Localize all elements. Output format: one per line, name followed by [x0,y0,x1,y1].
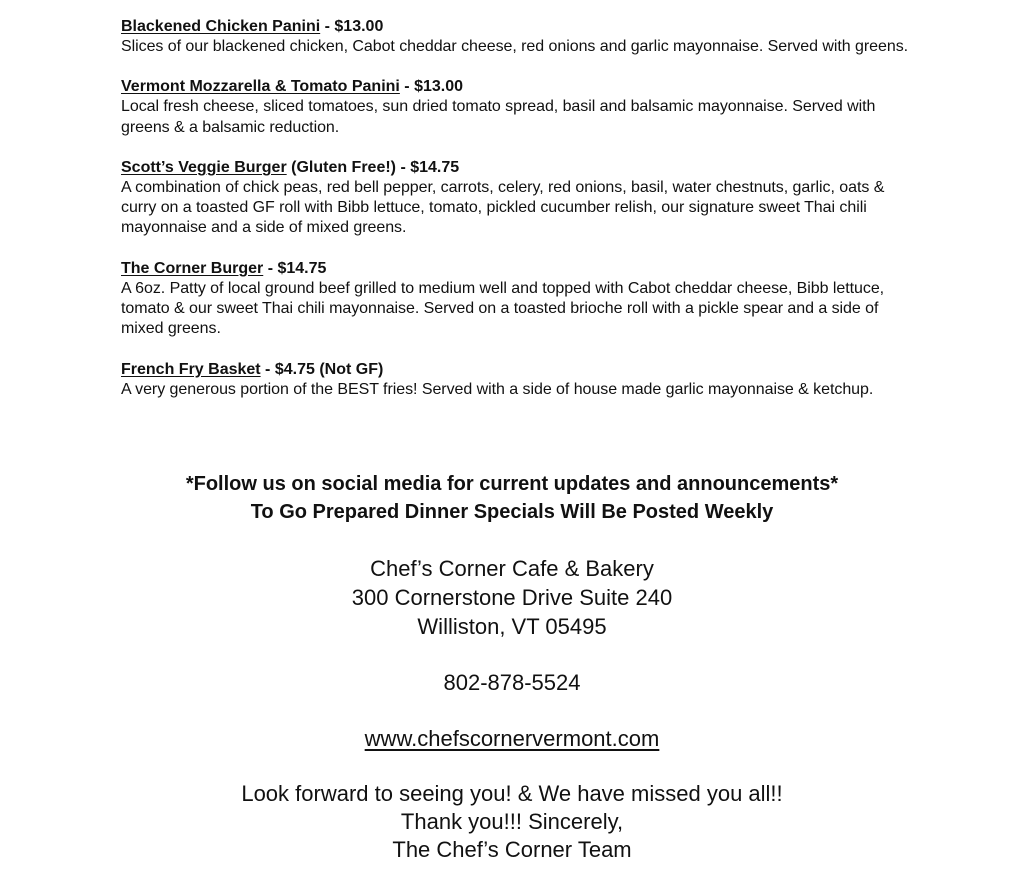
spacer [0,526,1024,554]
menu-item-blackened-chicken-panini [121,17,921,57]
menu-item-price: - $13.00 [399,78,464,96]
menu-item-corner-burger [121,259,921,340]
menu-item-name: Blackened Chicken Panini [121,18,321,35]
menu-item-title [121,77,921,97]
menu-item-name: Vermont Mozzarella & Tomato Panini [121,78,400,96]
spacer [0,641,1024,668]
phone-number: 802-878-5524 [443,670,581,695]
closing-line-2: Thank you!!! Sincerely, [400,809,624,834]
menu-item-price: (Gluten Free!) - $14.75 [286,158,460,176]
menu-item-description: Slices of our blackened chicken, Cabot cheddar cheese, red onions and garlic mayonnaise. Served with greens. [121,38,909,55]
menu-item-price: - $13.00 [320,18,384,35]
menu-item-mozzarella-tomato-panini [121,77,921,138]
menu-item-title [121,259,921,279]
menu-item-title [121,158,921,178]
spacer [0,697,1024,724]
spacer [0,753,1024,780]
address-line-1: 300 Cornerstone Drive Suite 240 [351,585,673,610]
menu-item-french-fry-basket [121,360,921,400]
closing-signature: The Chef’s Corner Team [392,837,632,862]
footer [0,470,1024,864]
menu-item-description: A very generous portion of the BEST fries! Served with a side of house made garlic mayonnaise & ketchup. [121,380,874,398]
menu-item-title [121,17,921,37]
menu-list [121,17,921,420]
menu-item-price: - $4.75 (Not GF) [260,360,384,378]
menu-item-price: - $14.75 [263,259,327,277]
social-media-notice: *Follow us on social media for current updates and announcements* [185,473,839,495]
address-line-2: Williston, VT 05495 [417,614,607,639]
menu-item-description: A 6oz. Patty of local ground beef grilled to medium well and topped with Cabot cheddar cheese, Bibb lettuce, tomato & our sweet Thai chili mayonnaise. Served on a toasted brioche roll with a pickle spear and a side of mixed greens. [121,279,885,338]
menu-item-veggie-burger [121,158,921,239]
menu-item-name: The Corner Burger [121,259,264,277]
menu-item-description: Local fresh cheese, sliced tomatoes, sun dried tomato spread, basil and balsamic mayonnaise. Served with greens & a balsamic reduction. [121,98,876,136]
menu-item-description: A combination of chick peas, red bell pepper, carrots, celery, red onions, basil, water chestnuts, garlic, oats & curry on a toasted GF roll with Bibb lettuce, tomato, pickled cucumber relish, our signature sweet Thai chili mayonnaise and a side of mixed greens. [121,178,885,237]
business-name: Chef’s Corner Cafe & Bakery [370,556,654,581]
menu-item-title [121,360,921,380]
website-link[interactable]: www.chefscornervermont.com [364,726,660,751]
menu-item-name: French Fry Basket [121,360,261,378]
specials-notice: To Go Prepared Dinner Specials Will Be Posted Weekly [250,501,774,523]
closing-line-1: Look forward to seeing you! & We have missed you all!! [241,781,783,806]
menu-item-name: Scott’s Veggie Burger [121,158,287,176]
